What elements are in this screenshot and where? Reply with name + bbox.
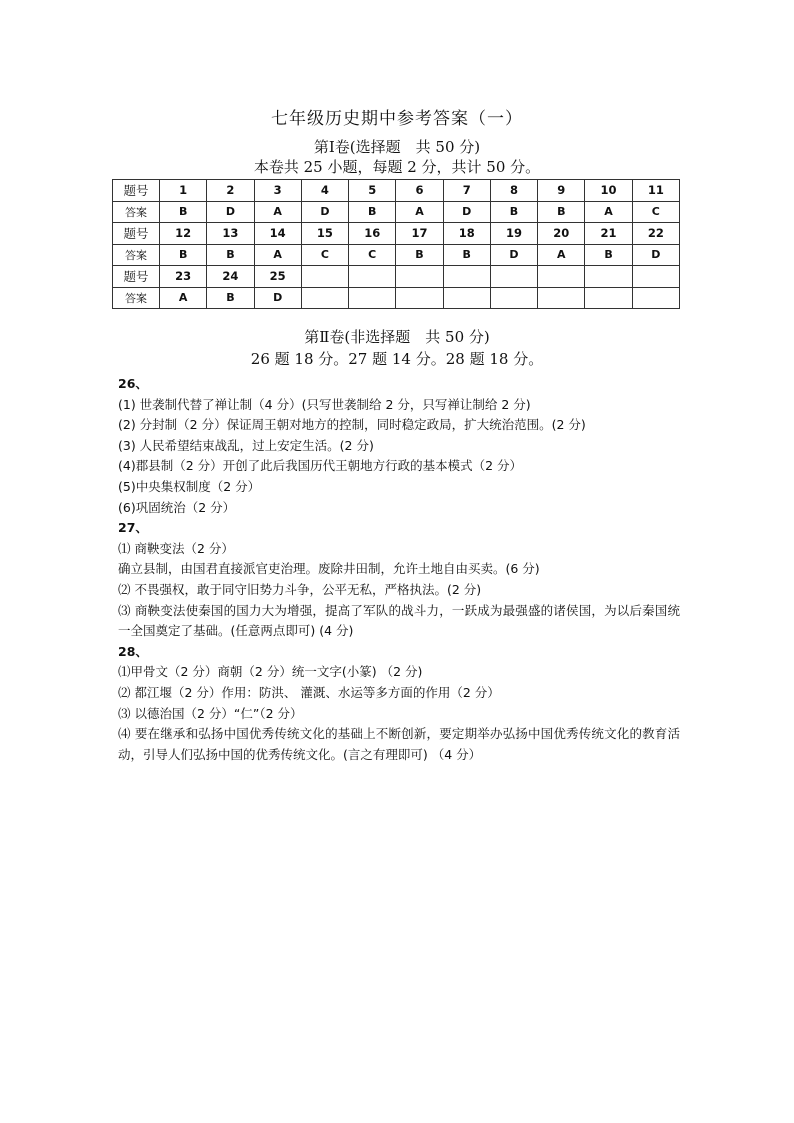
part1-heading: 第Ⅰ卷(选择题 共 50 分) (313, 138, 481, 156)
table-cell (538, 266, 585, 288)
answer-line: (3) 人民希望结束战乱，过上安定生活。(2 分) (118, 437, 374, 453)
answer-line: (4)郡县制（2 分）开创了此后我国历代王朝地方行政的基本模式（2 分） (118, 458, 523, 474)
table-cell: 24 (207, 266, 254, 288)
table-cell: A (254, 201, 301, 223)
answer-line: ⑵ 不畏强权，敢于同守旧势力斗争，公平无私，严格执法。(2 分) (118, 581, 482, 597)
table-cell: B (538, 201, 585, 223)
answer-table (112, 179, 680, 309)
row-label-answer: 答案 (113, 287, 160, 309)
table-cell: A (538, 244, 585, 266)
table-cell: D (632, 244, 679, 266)
table-cell: 18 (443, 223, 490, 245)
answer-line: ⑵ 都江堰（2 分）作用：防洪、 灌溉、水运等多方面的作用（2 分） (118, 684, 500, 700)
table-cell: 19 (490, 223, 537, 245)
answer-line: (6)巩固统治（2 分） (118, 499, 236, 515)
table-cell: B (207, 287, 254, 309)
table-cell: B (160, 244, 207, 266)
table-cell (396, 287, 443, 309)
table-cell (443, 266, 490, 288)
table-cell (301, 266, 348, 288)
answer-line: 确立县制，由国君直接派官吏治理。废除井田制，允许土地自由买卖。(6 分) (118, 561, 540, 577)
table-cell (490, 287, 537, 309)
part1-subheading: 本卷共 25 小题，每题 2 分，共计 50 分。 (253, 158, 541, 176)
table-cell: D (207, 201, 254, 223)
table-cell (349, 287, 396, 309)
table-cell: 14 (254, 223, 301, 245)
part2-subheading: 26 题 18 分。27 题 14 分。28 题 18 分。 (250, 350, 544, 368)
table-cell: 10 (585, 180, 632, 202)
table-cell: 2 (207, 180, 254, 202)
table-cell: D (443, 201, 490, 223)
answer-line: (1) 世袭制代替了禅让制（4 分）(只写世袭制给 2 分，只写禅让制给 2 分) (118, 396, 531, 412)
table-cell: C (632, 201, 679, 223)
table-cell: 8 (490, 180, 537, 202)
question-27-number: 27、 (118, 520, 148, 536)
table-cell: D (254, 287, 301, 309)
row-label-number: 题号 (113, 180, 160, 202)
row-label-answer: 答案 (113, 244, 160, 266)
table-row-numbers (113, 180, 680, 202)
table-cell: 1 (160, 180, 207, 202)
table-cell (632, 266, 679, 288)
table-cell: 7 (443, 180, 490, 202)
table-cell: A (585, 201, 632, 223)
answer-line: ⑷ 要在继承和弘扬中国优秀传统文化的基础上不断创新，要定期举办弘扬中国优秀传统文化的教育活动，引导人们弘扬中国的优秀传统文化。(言之有理即可) （4 分） (118, 726, 680, 762)
table-cell (538, 287, 585, 309)
row-label-number: 题号 (113, 223, 160, 245)
question-28-number: 28、 (118, 643, 148, 659)
row-label-answer: 答案 (113, 201, 160, 223)
table-row-numbers (113, 266, 680, 288)
table-cell: 25 (254, 266, 301, 288)
table-cell (396, 266, 443, 288)
answers-body (118, 374, 680, 765)
table-cell: A (160, 287, 207, 309)
answer-line: (2) 分封制（2 分）保证周王朝对地方的控制，同时稳定政局，扩大统治范围。(2 分) (118, 417, 586, 433)
table-cell: C (349, 244, 396, 266)
table-cell: B (490, 201, 537, 223)
table-cell: 13 (207, 223, 254, 245)
table-cell: 16 (349, 223, 396, 245)
table-cell (585, 266, 632, 288)
table-cell (349, 266, 396, 288)
table-cell: D (301, 201, 348, 223)
table-cell: 20 (538, 223, 585, 245)
table-cell (443, 287, 490, 309)
table-cell: 15 (301, 223, 348, 245)
question-26-number: 26、 (118, 376, 148, 391)
table-row-numbers (113, 223, 680, 245)
table-cell: 11 (632, 180, 679, 202)
part2-heading: 第Ⅱ卷(非选择题 共 50 分) (304, 328, 490, 346)
answer-line: ⑶ 以德治国（2 分）“仁”（2 分） (118, 705, 303, 721)
row-label-number: 题号 (113, 266, 160, 288)
answer-line: ⑶ 商鞅变法使秦国的国力大为增强，提高了军队的战斗力，一跃成为最强盛的诸侯国，为以后秦国统一全国奠定了基础。(任意两点即可) (4 分) (118, 602, 680, 639)
table-cell: A (396, 201, 443, 223)
table-cell: B (207, 244, 254, 266)
table-cell: 21 (585, 223, 632, 245)
table-row-answers (113, 201, 680, 223)
table-cell: 3 (254, 180, 301, 202)
answer-line: (5)中央集权制度（2 分） (118, 478, 261, 494)
page-title: 七年级历史期中参考答案（一） (271, 109, 523, 129)
table-cell: C (301, 244, 348, 266)
table-cell (301, 287, 348, 309)
table-cell: B (443, 244, 490, 266)
table-cell: A (254, 244, 301, 266)
table-cell (490, 266, 537, 288)
table-cell: 23 (160, 266, 207, 288)
table-cell: 12 (160, 223, 207, 245)
table-cell (585, 287, 632, 309)
table-cell: 6 (396, 180, 443, 202)
table-cell: 17 (396, 223, 443, 245)
table-row-answers (113, 244, 680, 266)
table-cell (632, 287, 679, 309)
table-cell: B (349, 201, 396, 223)
table-cell: B (160, 201, 207, 223)
table-cell: D (490, 244, 537, 266)
answer-line: ⑴ 商鞅变法（2 分） (118, 540, 234, 556)
table-cell: B (396, 244, 443, 266)
table-cell: B (585, 244, 632, 266)
table-row-answers (113, 287, 680, 309)
table-cell: 9 (538, 180, 585, 202)
table-cell: 4 (301, 180, 348, 202)
table-cell: 5 (349, 180, 396, 202)
answer-line: ⑴甲骨文（2 分）商朝（2 分）统一文字(小篆) （2 分) (118, 664, 423, 680)
table-cell: 22 (632, 223, 679, 245)
